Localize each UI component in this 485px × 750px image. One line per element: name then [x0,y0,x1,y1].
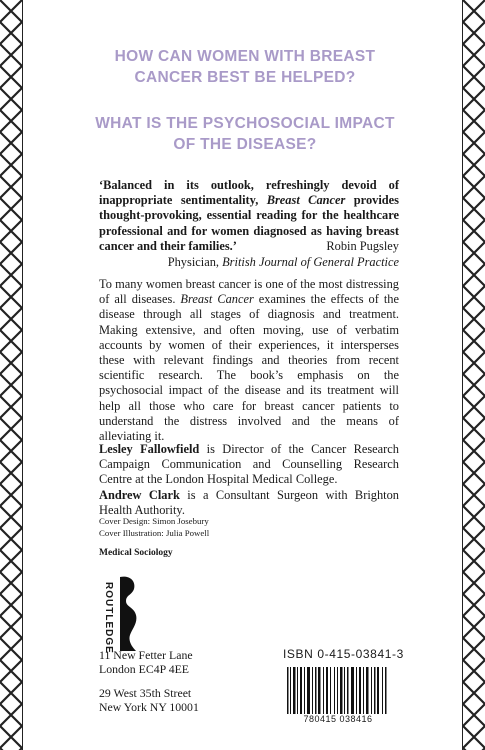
quote-attribution-role: Physician, [167,255,223,269]
cover-illustration-credit: Cover Illustration: Julia Powell [99,528,210,538]
quote-attribution-source [168,255,399,270]
zigzag-pattern-icon [463,0,485,750]
author-bios [99,442,399,518]
address-line-1: 11 New Fetter Lane [99,648,193,662]
headline-question-2: WHAT IS THE PSYCHOSOCIAL IMPACT OF THE DISEASE? [95,115,395,153]
author2-bio: is a Consultant Surgeon with Brighton Health Authority. [99,487,399,517]
publisher-name: ROUTLEDGE [103,582,114,654]
address-line-3: 29 West 35th Street [99,686,192,700]
headline-question-1: HOW CAN WOMEN WITH BREAST CANCER BEST BE HELPED? [114,48,376,86]
publisher-name-vertical [101,582,119,654]
description-text-end: examines the effects of the disease through all stages of diagnosis and treatment. Making extensive, and often moving, use of verbatim accounts by women of their experiences, it intersperses these with relevant findings and theories from recent scientific research. The book’s emphasis on the psychosocial impact of the disease and its treatment will help all those who care for breast cancer patients to understand the distress involved and the means of alleviating it. [99,292,399,444]
quote-text-start: ‘Balanced in its outlook, refreshingly devoid of inappropriate sentimentality, [99,178,399,208]
book-description [99,277,399,444]
author1-name: Lesley Fallowfield [99,442,200,456]
isbn-number: ISBN 0-415-03841-3 [283,647,404,661]
author2-name: Andrew Clark [99,487,180,502]
description-text-start: To many women breast cancer is one of the most distressing of all diseases. [99,277,399,307]
author1-bio: is Director of the Cancer Research Campaign Communication and Counselling Research Centre at the London Hospital Medical College. [99,442,399,487]
quote-attribution-journal: British Journal of General Practice [222,255,399,269]
address-line-2: London EC4P 4EE [99,662,190,676]
quote-book-title: Breast Cancer [266,193,346,208]
left-decorative-border [0,0,23,750]
barcode-digits: 780415 038416 [283,714,393,724]
cover-design-credit: Cover Design: Simon Josebury [99,516,209,526]
zigzag-pattern-icon [0,0,22,750]
right-decorative-border [462,0,485,750]
series-name: Medical Sociology [99,548,173,558]
description-book-title: Breast Cancer [180,292,254,307]
quote-text-end: provides thought-provoking, essential reading for the healthcare professional and for women diagnosed as having breast cancer and their families.’ [99,193,399,253]
quote-attribution-name: Robin Pugsley [326,239,399,253]
address-line-4: New York NY 10001 [99,700,199,714]
